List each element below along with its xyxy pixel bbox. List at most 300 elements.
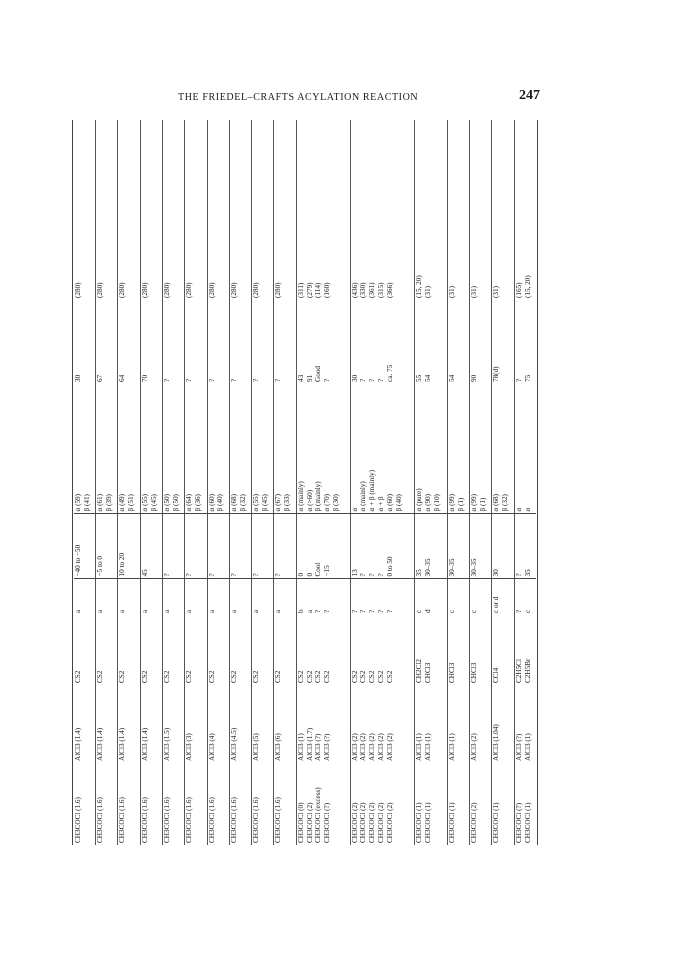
reference-cell-line: (366) [385, 282, 394, 298]
reagent-cell [229, 763, 251, 845]
products-cell-line: β (1) [478, 497, 487, 512]
yield-cell-line: ? [163, 378, 172, 382]
products-cell-line: α [514, 507, 523, 512]
reagent-cell-line: CH3COCl (1.6) [229, 797, 238, 843]
products-cell-line: α (mainly) [296, 481, 305, 512]
catalyst-cell [140, 685, 162, 763]
temperature-cell-line: ? [514, 573, 523, 577]
temperature-cell-line: 0 to 50 [385, 556, 394, 577]
method-cell-line: a [252, 609, 261, 613]
reference-cell-line: (361) [368, 282, 377, 298]
reference-cell-line: (31) [470, 286, 479, 298]
reference-cell [118, 120, 140, 300]
yield-cell-line: ? [323, 378, 332, 382]
table-row [140, 120, 162, 845]
solvent-cell [447, 615, 469, 685]
solvent-cell [118, 615, 140, 685]
reagent-cell [492, 763, 514, 845]
reagent-cell-line: CH3COCl (?) [323, 802, 332, 843]
temperature-cell-line: 35 [415, 569, 424, 577]
method-cell-line: a [74, 609, 82, 613]
yield-cell-line: ? [359, 378, 368, 382]
table-row [274, 120, 296, 845]
acylation-data-table [74, 120, 536, 845]
solvent-cell-line: CS2 [118, 670, 127, 683]
products-cell-line: α + β [377, 496, 385, 512]
reagent-cell-line: CH3COCl (1.6) [96, 797, 105, 843]
temperature-cell-line: ? [252, 573, 261, 577]
catalyst-cell-line: AlCl3 (2) [350, 733, 359, 761]
yield-cell [229, 300, 251, 384]
reference-cell-line: (280) [274, 282, 283, 298]
method-cell [350, 579, 414, 615]
solvent-cell-line: CS2 [229, 670, 238, 683]
reagent-cell [470, 763, 492, 845]
catalyst-cell [74, 685, 96, 763]
table-row [163, 120, 185, 845]
method-cell-line: c [447, 609, 456, 613]
reference-cell-line: (165) [514, 282, 523, 298]
reagent-cell-line: CH3COCl (1.6) [207, 797, 216, 843]
products-cell-line: α (59) [74, 493, 82, 512]
temperature-cell [415, 514, 448, 579]
yield-cell-line: ? [274, 378, 283, 382]
yield-cell-line: ? [514, 378, 523, 382]
catalyst-cell-line: AlCl3 (1) [423, 733, 432, 761]
products-cell-line: β (50) [171, 494, 180, 512]
yield-cell-line: ? [252, 378, 261, 382]
catalyst-cell-line: AlCl3 (5) [252, 733, 261, 761]
temperature-cell-line: 35 [523, 569, 532, 577]
method-cell [140, 579, 162, 615]
solvent-cell-line: CS2 [163, 670, 172, 683]
table-row [492, 120, 514, 845]
reagent-cell-line: CH3COCl (2) [305, 802, 314, 843]
reagent-cell-line: CH3COCl (?) [514, 802, 523, 843]
table-row [415, 120, 448, 845]
method-cell [74, 579, 96, 615]
products-cell-line: α (68) [229, 493, 238, 512]
reference-cell-line: (280) [96, 282, 105, 298]
method-cell-line: a [305, 609, 314, 613]
reference-cell [229, 120, 251, 300]
method-cell [514, 579, 536, 615]
solvent-cell [185, 615, 207, 685]
catalyst-cell-line: AlCl3 (1.4) [96, 727, 105, 761]
yield-cell-line: 30 [350, 374, 359, 382]
solvent-cell-line: CS2 [323, 670, 332, 683]
yield-cell [492, 300, 514, 384]
temperature-cell [274, 514, 296, 579]
catalyst-cell [207, 685, 229, 763]
catalyst-cell-line: AlCl3 (?) [514, 733, 523, 761]
reagent-cell [140, 763, 162, 845]
products-cell [252, 384, 274, 514]
temperature-cell [140, 514, 162, 579]
reagent-cell-line: CH3COCl (1.6) [185, 797, 194, 843]
products-cell-line: α (64) [185, 493, 194, 512]
products-cell [470, 384, 492, 514]
products-cell [229, 384, 251, 514]
catalyst-cell-line: AlCl3 (1) [415, 733, 424, 761]
temperature-cell [296, 514, 350, 579]
yield-cell-line: 54 [423, 374, 432, 382]
table-row [185, 120, 207, 845]
products-cell-line: α (>60) [305, 489, 314, 512]
solvent-cell-line: CS2 [350, 670, 359, 683]
temperature-cell-line: −5 to 0 [96, 556, 105, 577]
solvent-cell-line: CS2 [377, 670, 385, 683]
reagent-cell-line: CH3COCl (2) [377, 802, 385, 843]
table-row [96, 120, 118, 845]
temperature-cell [252, 514, 274, 579]
products-cell [185, 384, 207, 514]
solvent-cell [470, 615, 492, 685]
catalyst-cell [470, 685, 492, 763]
method-cell-line: a [140, 609, 149, 613]
catalyst-cell [447, 685, 469, 763]
reagent-cell-line: CH3COCl (1.6) [274, 797, 283, 843]
reagent-cell-line: CH3COCl (2) [368, 802, 377, 843]
reference-cell [163, 120, 185, 300]
products-cell-line: β (32) [501, 494, 510, 512]
products-cell-line: β (45) [260, 494, 269, 512]
table-row [207, 120, 229, 845]
temperature-cell-line: ? [359, 573, 368, 577]
solvent-cell-line: CS2 [314, 670, 323, 683]
yield-cell [207, 300, 229, 384]
products-cell [274, 384, 296, 514]
products-cell [296, 384, 350, 514]
reagent-cell-line: CH3COCl (1) [447, 802, 456, 843]
reagent-cell-line: CH3COCl (2) [350, 802, 359, 843]
catalyst-cell-line: AlCl3 (2) [377, 733, 385, 761]
reference-cell-line: (31) [447, 286, 456, 298]
page-header [74, 88, 540, 108]
method-cell [229, 579, 251, 615]
reagent-cell [415, 763, 448, 845]
reference-cell-line: (436) [350, 282, 359, 298]
method-cell [415, 579, 448, 615]
products-cell [118, 384, 140, 514]
reagent-cell-line: CH3COCl (1) [423, 802, 432, 843]
temperature-cell [470, 514, 492, 579]
yield-cell-line: 67 [96, 374, 105, 382]
reagent-cell [74, 763, 96, 845]
reagent-cell-line: CH3COCl (1.6) [118, 797, 127, 843]
solvent-cell [350, 615, 414, 685]
reference-cell [185, 120, 207, 300]
temperature-cell-line: ? [377, 573, 385, 577]
reagent-cell [350, 763, 414, 845]
catalyst-cell-line: AlCl3 (2) [359, 733, 368, 761]
table-row [296, 120, 350, 845]
temperature-cell-line: 13 [350, 569, 359, 577]
products-cell-line: α (60) [207, 493, 216, 512]
reagent-cell-line: CH3COCl (1.6) [252, 797, 261, 843]
products-cell-line: β (10) [432, 494, 441, 512]
catalyst-cell-line: AlCl3 (4) [207, 733, 216, 761]
catalyst-cell-line: AlCl3 (2) [385, 733, 394, 761]
products-cell-line: α [523, 507, 532, 512]
temperature-cell-line: Cool [314, 562, 323, 577]
method-cell-line: a [274, 609, 283, 613]
products-cell-line: α (mainly) [359, 481, 368, 512]
yield-cell [514, 300, 536, 384]
reference-cell-line: (279) [305, 282, 314, 298]
catalyst-cell [514, 685, 536, 763]
reagent-cell-line: CH3COCl (2) [470, 802, 479, 843]
reference-cell-line: (315) [377, 282, 385, 298]
products-cell [492, 384, 514, 514]
products-cell-line: α (50) [163, 493, 172, 512]
reference-cell-line: (114) [314, 282, 323, 298]
products-cell-line: α [350, 507, 359, 512]
method-cell-line: a [96, 609, 105, 613]
method-cell-line: a [229, 609, 238, 613]
reference-cell [252, 120, 274, 300]
yield-cell [350, 300, 414, 384]
yield-cell-line: 90 [470, 374, 479, 382]
method-cell-line: a [207, 609, 216, 613]
solvent-cell [140, 615, 162, 685]
reference-cell-line: (330) [359, 282, 368, 298]
temperature-cell-line: ? [229, 573, 238, 577]
yield-cell-line: 70 [140, 374, 149, 382]
products-cell-line: β (1) [456, 497, 465, 512]
table-row [447, 120, 469, 845]
catalyst-cell-line: AlCl3 (2) [470, 733, 479, 761]
reagent-cell [96, 763, 118, 845]
reagent-cell-line: CH3COCl (2) [359, 802, 368, 843]
yield-cell [274, 300, 296, 384]
temperature-cell [163, 514, 185, 579]
method-cell [96, 579, 118, 615]
method-cell [163, 579, 185, 615]
yield-cell-line: ? [185, 378, 194, 382]
reference-cell [96, 120, 118, 300]
yield-cell [96, 300, 118, 384]
temperature-cell-line: −40 to −50 [74, 544, 82, 577]
yield-cell-line: 54 [447, 374, 456, 382]
yield-cell [296, 300, 350, 384]
method-cell-line: ? [368, 609, 377, 613]
catalyst-cell [274, 685, 296, 763]
catalyst-cell-line: AlCl3 (1.4) [140, 727, 149, 761]
temperature-cell-line: 30–35 [447, 558, 456, 577]
yield-cell [118, 300, 140, 384]
reference-cell-line: (280) [74, 282, 82, 298]
solvent-cell [296, 615, 350, 685]
products-cell [415, 384, 448, 514]
yield-cell-line: 30 [74, 374, 82, 382]
reference-cell-line: (31) [423, 286, 432, 298]
solvent-cell-line: CHCl3 [447, 662, 456, 683]
method-cell [274, 579, 296, 615]
catalyst-cell-line: AlCl3 (1.7) [305, 727, 314, 761]
reagent-cell [274, 763, 296, 845]
reagent-cell-line: CH3COCl (1) [415, 802, 424, 843]
solvent-cell [415, 615, 448, 685]
yield-cell [470, 300, 492, 384]
reference-cell-line: (280) [229, 282, 238, 298]
catalyst-cell-line: AlCl3 (1.5) [163, 727, 172, 761]
temperature-cell [207, 514, 229, 579]
page-number: 247 [519, 88, 540, 103]
solvent-cell-line: CS2 [359, 670, 368, 683]
reference-cell [415, 120, 448, 300]
solvent-cell-line: CS2 [185, 670, 194, 683]
reference-cell-line: (280) [207, 282, 216, 298]
solvent-cell [514, 615, 536, 685]
yield-cell [163, 300, 185, 384]
reference-cell-line: (15, 20) [415, 275, 424, 298]
products-cell-line: β (mainly) [314, 481, 323, 512]
catalyst-cell-line: AlCl3 (6) [274, 733, 283, 761]
products-cell-line: β (39) [104, 494, 113, 512]
temperature-cell [514, 514, 536, 579]
yield-cell-line: Good [314, 366, 323, 382]
temperature-cell [492, 514, 514, 579]
reagent-cell-line: CH3COCl (0) [296, 802, 305, 843]
solvent-cell [74, 615, 96, 685]
products-cell-line: α (55) [252, 493, 261, 512]
yield-cell [140, 300, 162, 384]
temperature-cell-line: 45 [140, 569, 149, 577]
method-cell [492, 579, 514, 615]
solvent-cell-line: CS2 [385, 670, 394, 683]
reagent-cell [163, 763, 185, 845]
rotated-table-container [74, 120, 536, 845]
products-cell-line: α (68) [492, 493, 501, 512]
temperature-cell-line: −15 [323, 565, 332, 577]
solvent-cell-line: CCl4 [492, 667, 501, 683]
temperature-cell [96, 514, 118, 579]
reference-cell [447, 120, 469, 300]
solvent-cell-line: CHCl3 [423, 662, 432, 683]
temperature-cell-line: 0 [296, 572, 305, 577]
products-cell-line: α (pure) [415, 488, 424, 512]
products-cell-line: α (61) [96, 493, 105, 512]
products-cell-line: α (99) [470, 493, 479, 512]
yield-cell-line: 75 [523, 374, 532, 382]
yield-cell-line: 55 [415, 374, 424, 382]
products-cell [74, 384, 96, 514]
catalyst-cell [252, 685, 274, 763]
method-cell [447, 579, 469, 615]
reference-cell-line: (15, 20) [523, 275, 532, 298]
solvent-cell [163, 615, 185, 685]
reagent-cell-line: CH3COCl (excess) [314, 787, 323, 843]
products-cell [96, 384, 118, 514]
method-cell-line: c [470, 609, 479, 613]
table-top-rule [72, 120, 73, 845]
yield-cell [415, 300, 448, 384]
table-bottom-rule [537, 120, 538, 845]
catalyst-cell-line: AlCl3 (1) [296, 733, 305, 761]
products-cell [207, 384, 229, 514]
reference-cell-line: (311) [296, 282, 305, 298]
yield-cell-line: ? [207, 378, 216, 382]
products-cell-line: β (41) [82, 494, 91, 512]
catalyst-cell [118, 685, 140, 763]
products-cell [447, 384, 469, 514]
method-cell-line: ? [323, 609, 332, 613]
reference-cell [470, 120, 492, 300]
solvent-cell [207, 615, 229, 685]
temperature-cell-line: ? [185, 573, 194, 577]
products-cell-line: β (32) [238, 494, 247, 512]
method-cell [118, 579, 140, 615]
method-cell [470, 579, 492, 615]
method-cell-line: a [185, 609, 194, 613]
temperature-cell [185, 514, 207, 579]
reagent-cell-line: CH3COCl (2) [385, 802, 394, 843]
products-cell [350, 384, 414, 514]
yield-cell-line: 78(d) [492, 366, 501, 382]
reference-cell-line: (31) [492, 286, 501, 298]
reagent-cell-line: CH3COCl (1) [492, 802, 501, 843]
solvent-cell-line: CS2 [305, 670, 314, 683]
temperature-cell [118, 514, 140, 579]
products-cell-line: β (40) [394, 494, 403, 512]
reagent-cell [296, 763, 350, 845]
yield-cell-line: ? [377, 378, 385, 382]
reagent-cell [514, 763, 536, 845]
solvent-cell-line: CS2 [140, 670, 149, 683]
reagent-cell [252, 763, 274, 845]
catalyst-cell-line: AlCl3 (?) [323, 733, 332, 761]
solvent-cell [274, 615, 296, 685]
reference-cell [514, 120, 536, 300]
method-cell [252, 579, 274, 615]
temperature-cell-line: 10 to 20 [118, 552, 127, 577]
catalyst-cell [163, 685, 185, 763]
products-cell-line: α (70) [323, 493, 332, 512]
catalyst-cell-line: AlCl3 (1.04) [492, 724, 501, 761]
temperature-cell-line: ? [274, 573, 283, 577]
reference-cell [492, 120, 514, 300]
reference-cell [140, 120, 162, 300]
reference-cell-line: (280) [185, 282, 194, 298]
catalyst-cell [185, 685, 207, 763]
reference-cell [207, 120, 229, 300]
products-cell-line: β (40) [216, 494, 225, 512]
yield-cell-line: 43 [296, 374, 305, 382]
products-cell [140, 384, 162, 514]
method-cell-line: ? [514, 609, 523, 613]
temperature-cell-line: 30–35 [470, 558, 479, 577]
yield-cell [252, 300, 274, 384]
solvent-cell-line: C2H5Cl [514, 659, 523, 683]
yield-cell-line: 64 [118, 374, 127, 382]
solvent-cell-line: CHCl3 [470, 662, 479, 683]
table-row [470, 120, 492, 845]
method-cell-line: ? [385, 609, 394, 613]
reference-cell-line: (280) [252, 282, 261, 298]
reagent-cell [207, 763, 229, 845]
products-cell [514, 384, 536, 514]
temperature-cell-line: ? [163, 573, 172, 577]
temperature-cell [350, 514, 414, 579]
solvent-cell-line: CS2 [96, 670, 105, 683]
yield-cell [447, 300, 469, 384]
temperature-cell-line: 0 [305, 572, 314, 577]
table-row [118, 120, 140, 845]
catalyst-cell-line: AlCl3 (4.5) [229, 727, 238, 761]
reference-cell [350, 120, 414, 300]
solvent-cell [229, 615, 251, 685]
